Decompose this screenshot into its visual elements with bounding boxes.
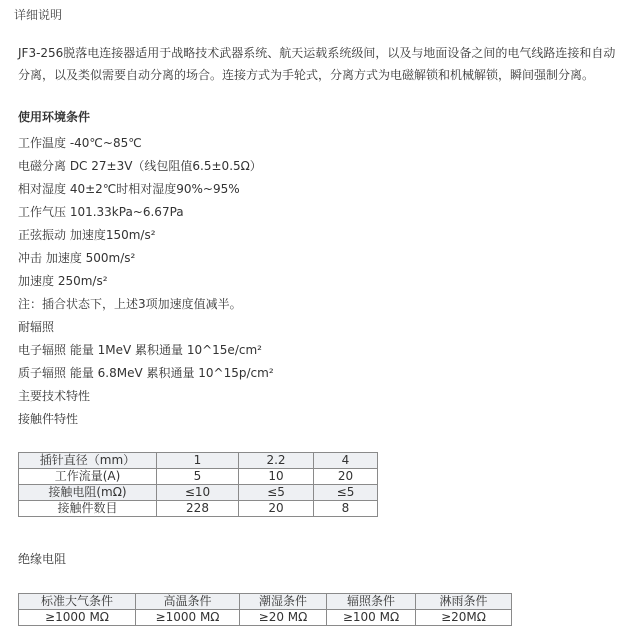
table-cell: 5 bbox=[157, 469, 239, 485]
table-cell: ≥1000 MΩ bbox=[19, 610, 136, 626]
insulation-title: 绝缘电阻 bbox=[18, 552, 67, 566]
contact-characteristics-table bbox=[18, 452, 378, 517]
table-cell: ≥20MΩ bbox=[416, 610, 512, 626]
insulation-resistance-table bbox=[18, 593, 512, 626]
spec-line: 质子辐照 能量 6.8MeV 累积通量 10^15p/cm² bbox=[18, 366, 274, 380]
table-row bbox=[19, 469, 378, 485]
table-cell: 工作流量(A) bbox=[19, 469, 157, 485]
table-cell: 插针直径（mm） bbox=[19, 453, 157, 469]
table-cell: ≥100 MΩ bbox=[327, 610, 416, 626]
table-cell: ≤5 bbox=[314, 485, 378, 501]
table-header-cell: 标准大气条件 bbox=[19, 594, 136, 610]
spec-line: 注：插合状态下，上述3项加速度值减半。 bbox=[18, 297, 242, 311]
table-cell: ≥20 MΩ bbox=[240, 610, 327, 626]
table-header-cell: 辐照条件 bbox=[327, 594, 416, 610]
table-cell: ≥1000 MΩ bbox=[136, 610, 240, 626]
table-cell: 接触件数目 bbox=[19, 501, 157, 517]
table-cell: 接触电阻(mΩ) bbox=[19, 485, 157, 501]
table-cell: ≤10 bbox=[157, 485, 239, 501]
section-header: 详细说明 bbox=[14, 8, 63, 22]
table-row bbox=[19, 485, 378, 501]
table-cell: 8 bbox=[314, 501, 378, 517]
table-cell: 4 bbox=[314, 453, 378, 469]
table-header-cell: 潮湿条件 bbox=[240, 594, 327, 610]
table-header-cell: 淋雨条件 bbox=[416, 594, 512, 610]
env-conditions-title: 使用环境条件 bbox=[18, 110, 91, 124]
spec-line: 电子辐照 能量 1MeV 累积通量 10^15e/cm² bbox=[18, 343, 262, 357]
spec-line: 主要技术特性 bbox=[18, 389, 91, 403]
table-row bbox=[19, 501, 378, 517]
spec-line: 相对湿度 40±2℃时相对湿度90%~95% bbox=[18, 182, 240, 196]
spec-line: 工作温度 -40℃~85℃ bbox=[18, 136, 142, 150]
spec-line: 耐辐照 bbox=[18, 320, 55, 334]
table-row bbox=[19, 453, 378, 469]
table-cell: 20 bbox=[239, 501, 314, 517]
table-cell: 2.2 bbox=[239, 453, 314, 469]
spec-line: 正弦振动 加速度150m/s² bbox=[18, 228, 156, 242]
intro-paragraph: JF3-256脱落电连接器适用于战略技术武器系统、航天运载系统级间，以及与地面设备之间的电气线路连接和自动分离，以及类似需要自动分离的场合。连接方式为手轮式，分离方式为电磁解锁和机械解锁，瞬间强制分离。 bbox=[18, 46, 616, 82]
table-cell: ≤5 bbox=[239, 485, 314, 501]
spec-line: 电磁分离 DC 27±3V（线包阻值6.5±0.5Ω） bbox=[18, 159, 262, 173]
table-cell: 1 bbox=[157, 453, 239, 469]
table-cell: 10 bbox=[239, 469, 314, 485]
env-conditions-list bbox=[18, 132, 274, 431]
table-header-cell: 高温条件 bbox=[136, 594, 240, 610]
spec-line: 冲击 加速度 500m/s² bbox=[18, 251, 136, 265]
table-cell: 20 bbox=[314, 469, 378, 485]
table-cell: 228 bbox=[157, 501, 239, 517]
spec-line: 工作气压 101.33kPa~6.67Pa bbox=[18, 205, 184, 219]
table-header-row bbox=[19, 594, 512, 610]
spec-line: 接触件特性 bbox=[18, 412, 79, 426]
spec-line: 加速度 250m/s² bbox=[18, 274, 108, 288]
table-row bbox=[19, 610, 512, 626]
